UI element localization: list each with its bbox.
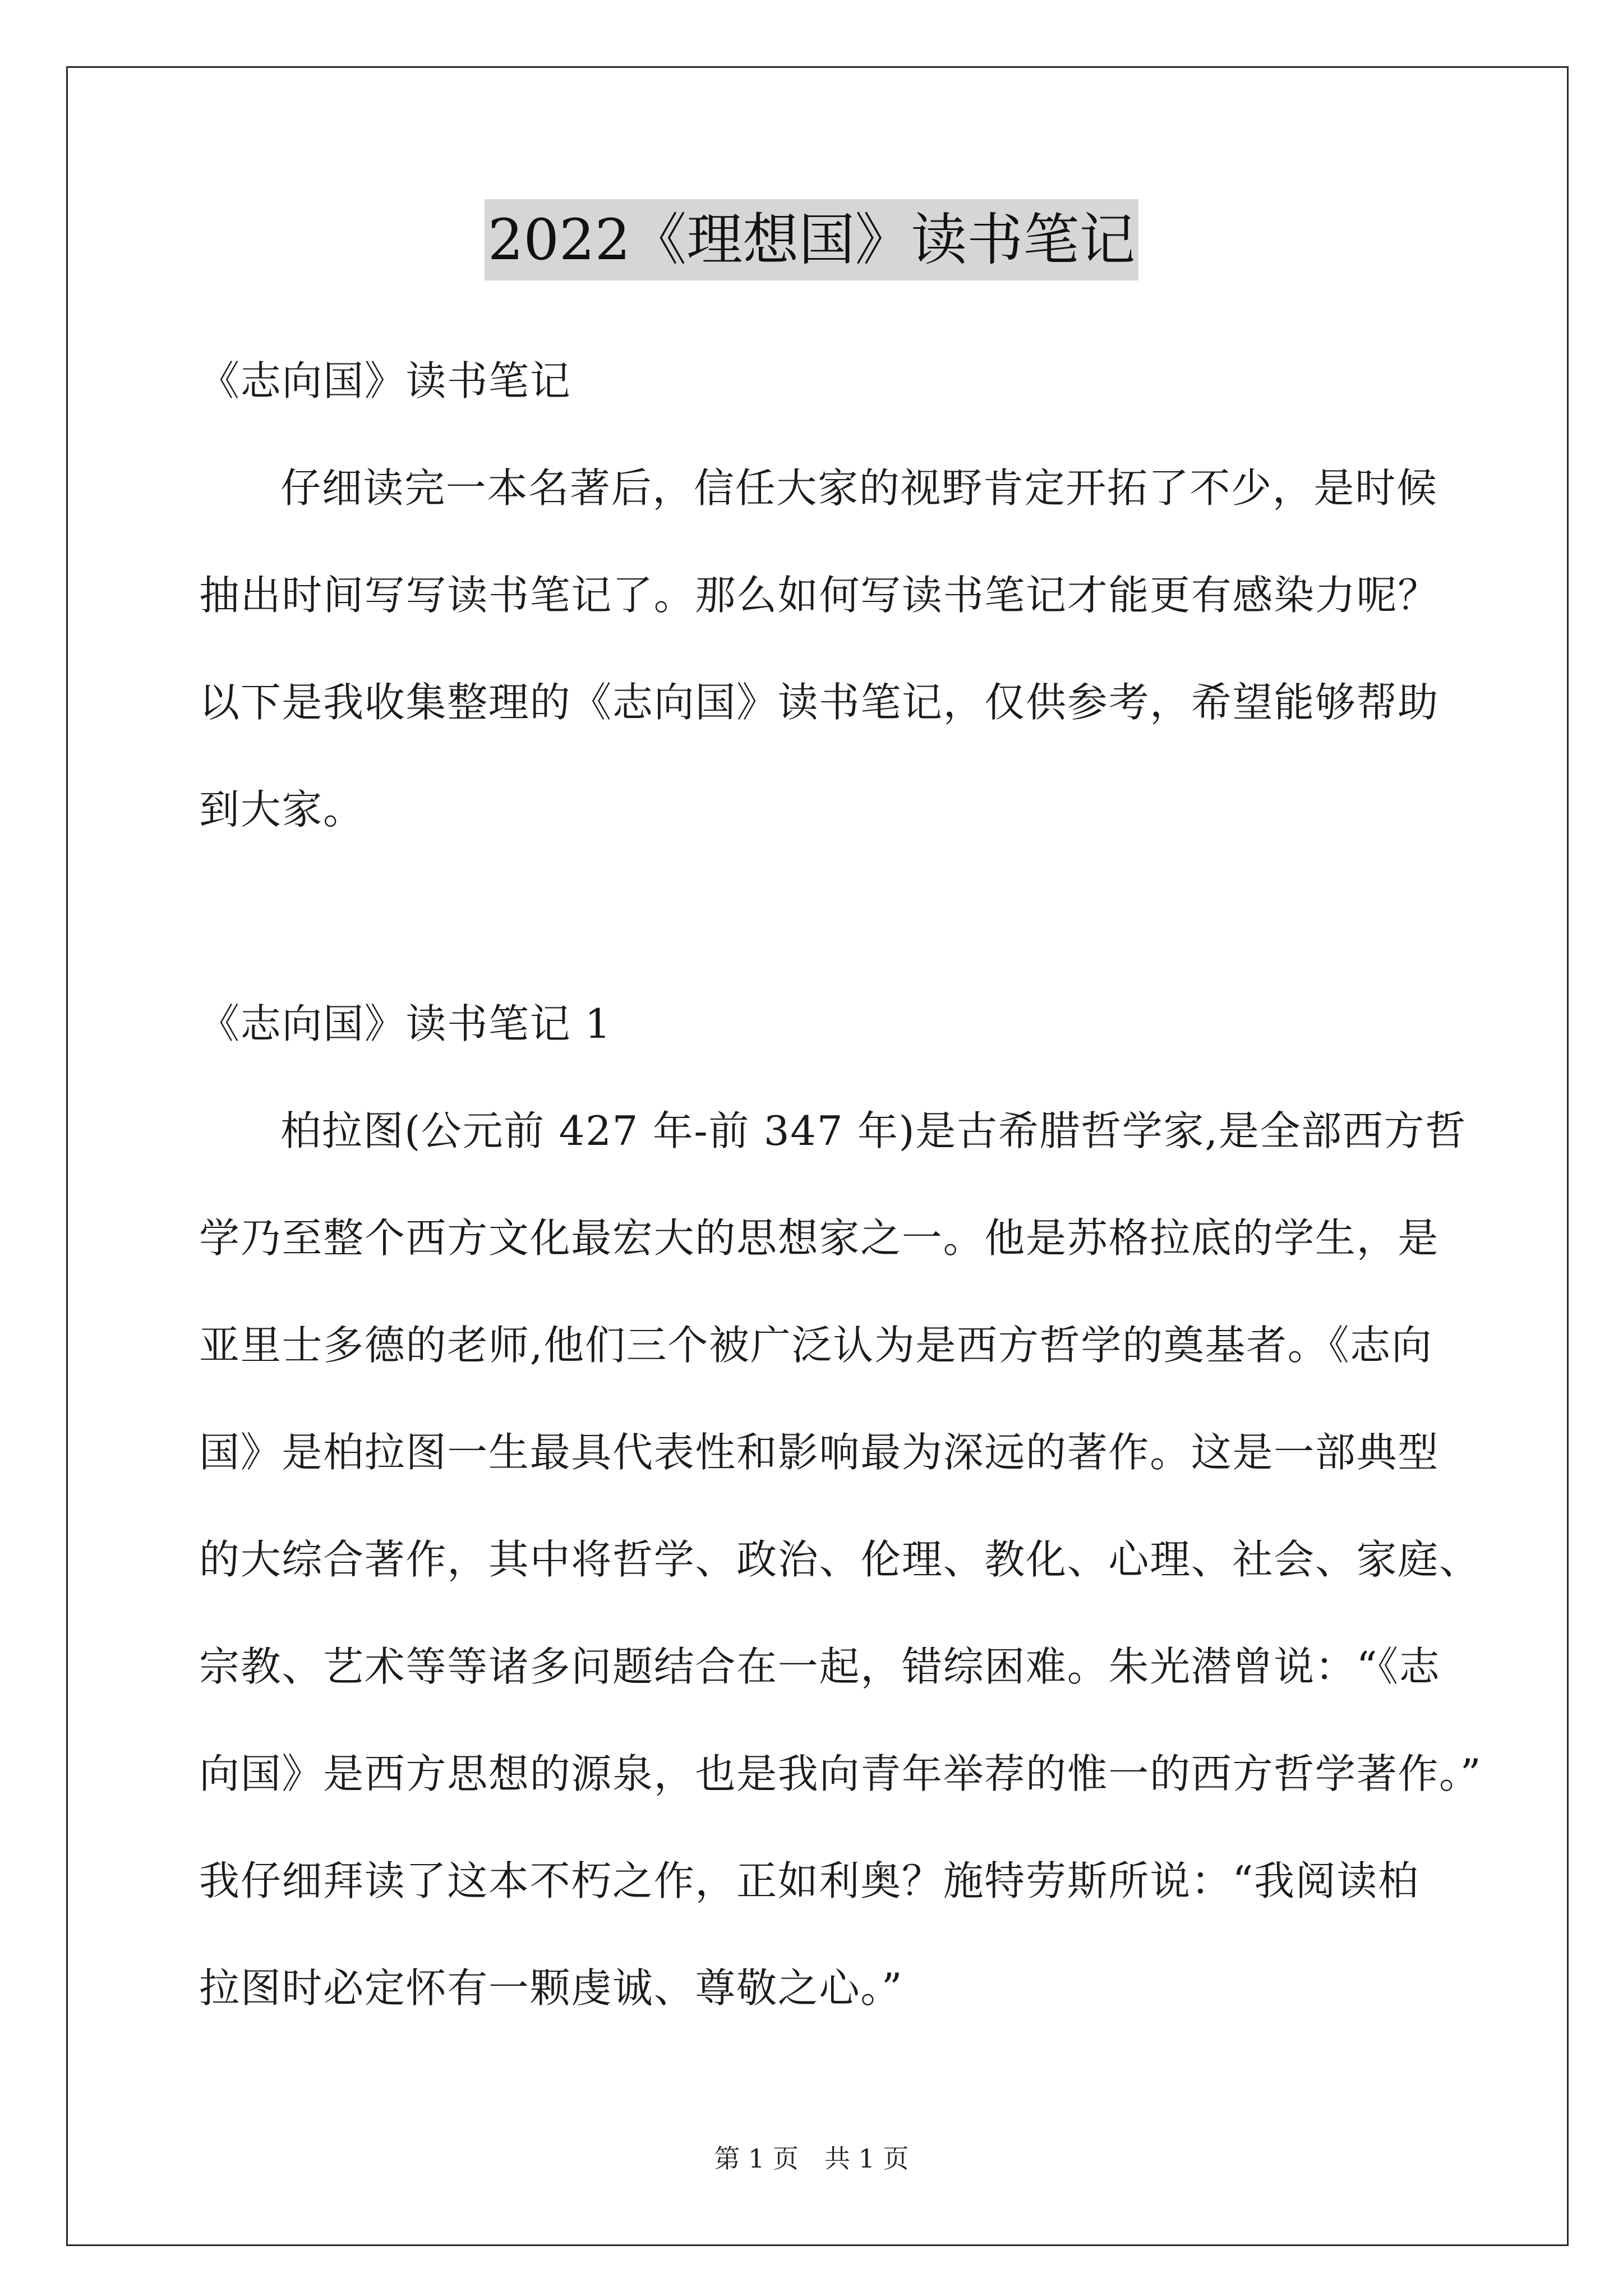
document-title: 2022《理想国》读书笔记 <box>485 199 1139 280</box>
paragraph-line: 仔细读完一本名著后，信任大家的视野肯定开拓了不少，是时候 <box>280 464 1438 512</box>
paragraph-line: 国》是柏拉图一生最具代表性和影响最为深远的著作。这是一部典型 <box>199 1429 1440 1476</box>
blank-line <box>199 863 1438 970</box>
paragraph-line: 拉图时必定怀有一颗虔诚、尊敬之心。” <box>199 1964 903 2012</box>
paragraph-line: 以下是我收集整理的《志向国》读书笔记，仅供参考，希望能够帮助 <box>199 679 1440 726</box>
paragraph-line: 学乃至整个西方文化最宏大的思想家之一。他是苏格拉底的学生，是 <box>199 1214 1440 1262</box>
document-body <box>199 328 1482 2042</box>
section-heading-note-1: 《志向国》读书笔记 1 <box>199 1000 612 1047</box>
title-container <box>0 199 1623 280</box>
paragraph-line: 抽出时间写写读书笔记了。那么如何写读书笔记才能更有感染力呢？ <box>199 572 1440 619</box>
paragraph-line: 我仔细拜读了这本不朽之作，正如利奥？施特劳斯所说：“我阅读柏 <box>199 1857 1419 1904</box>
page-number-footer: 第 1 页 共 1 页 <box>714 2143 909 2174</box>
paragraph-line: 的大综合著作，其中将哲学、政治、伦理、教化、心理、社会、家庭、 <box>199 1536 1481 1583</box>
paragraph-line: 向国》是西方思想的源泉，也是我向青年举荐的惟一的西方哲学著作。” <box>199 1750 1482 1797</box>
paragraph-line: 柏拉图(公元前 427 年-前 347 年)是古希腊哲学家,是全部西方哲 <box>280 1107 1467 1154</box>
paragraph-line: 到大家。 <box>199 786 365 833</box>
section-heading-intro: 《志向国》读书笔记 <box>199 357 571 404</box>
paragraph-line: 亚里士多德的老师,他们三个被广泛认为是西方哲学的奠基者。《志向 <box>199 1322 1433 1369</box>
paragraph-line: 宗教、艺术等等诸多问题结合在一起，错综困难。朱光潜曾说：“《志 <box>199 1643 1441 1690</box>
